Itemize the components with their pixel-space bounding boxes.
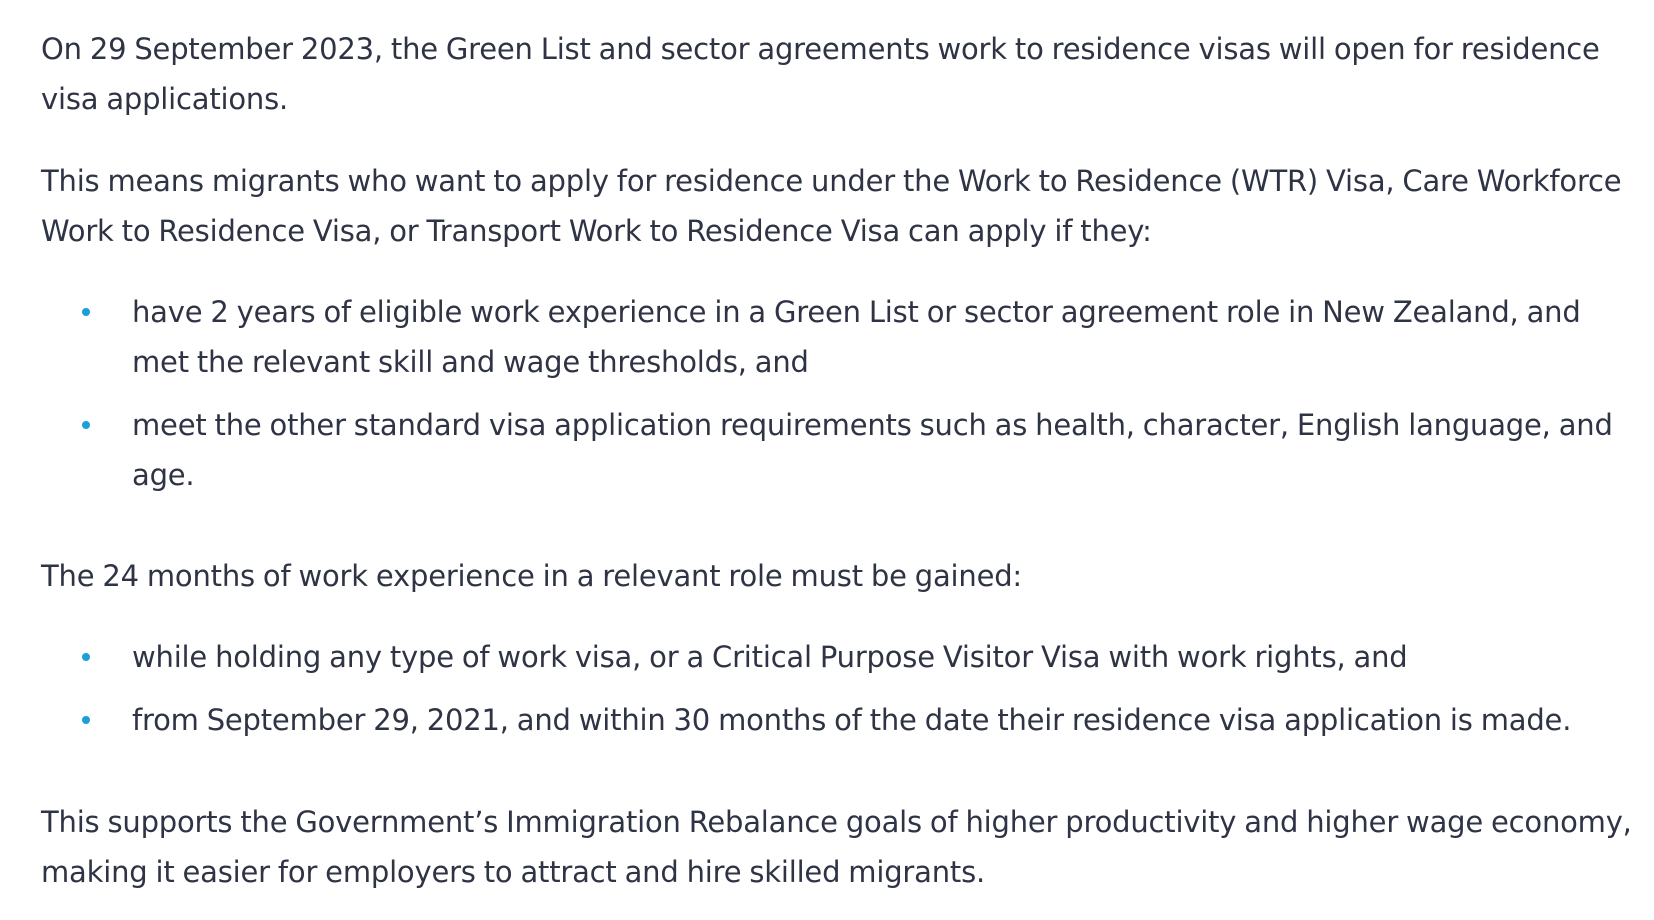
bullet-dot-icon (82, 308, 90, 316)
list-item (41, 632, 1641, 682)
bullet-dot-icon (82, 716, 90, 724)
paragraph-government-goals: This supports the Government’s Immigration Rebalance goals of higher productivity and higher wage economy, making it easier for employers to attract and hire skilled migrants. (41, 805, 1632, 889)
article-body (41, 24, 1641, 897)
list-item-text: meet the other standard visa application requirements such as health, character, English language, and age. (132, 408, 1613, 492)
list-item-text: have 2 years of eligible work experience in a Green List or sector agreement role in New Zealand, and met the relevant skill and wage thresholds, and (132, 295, 1581, 379)
paragraph-experience-intro: The 24 months of work experience in a relevant role must be gained: (41, 559, 1022, 593)
eligibility-list (41, 287, 1641, 500)
paragraph-opening-date: On 29 September 2023, the Green List and sector agreements work to residence visas will open for residence visa applications. (41, 32, 1600, 116)
list-item-text: from September 29, 2021, and within 30 months of the date their residence visa application is made. (132, 703, 1572, 737)
paragraph-eligibility-intro: This means migrants who want to apply for residence under the Work to Residence (WTR) Visa, Care Workforce Work to Residence Visa, or Transport Work to Residence Visa can apply if they: (41, 164, 1622, 248)
bullet-dot-icon (82, 653, 90, 661)
list-item (41, 287, 1641, 387)
experience-list (41, 632, 1641, 745)
bullet-dot-icon (82, 421, 90, 429)
list-item (41, 695, 1641, 745)
list-item (41, 400, 1641, 500)
list-item-text: while holding any type of work visa, or a Critical Purpose Visitor Visa with work rights, and (132, 640, 1408, 674)
